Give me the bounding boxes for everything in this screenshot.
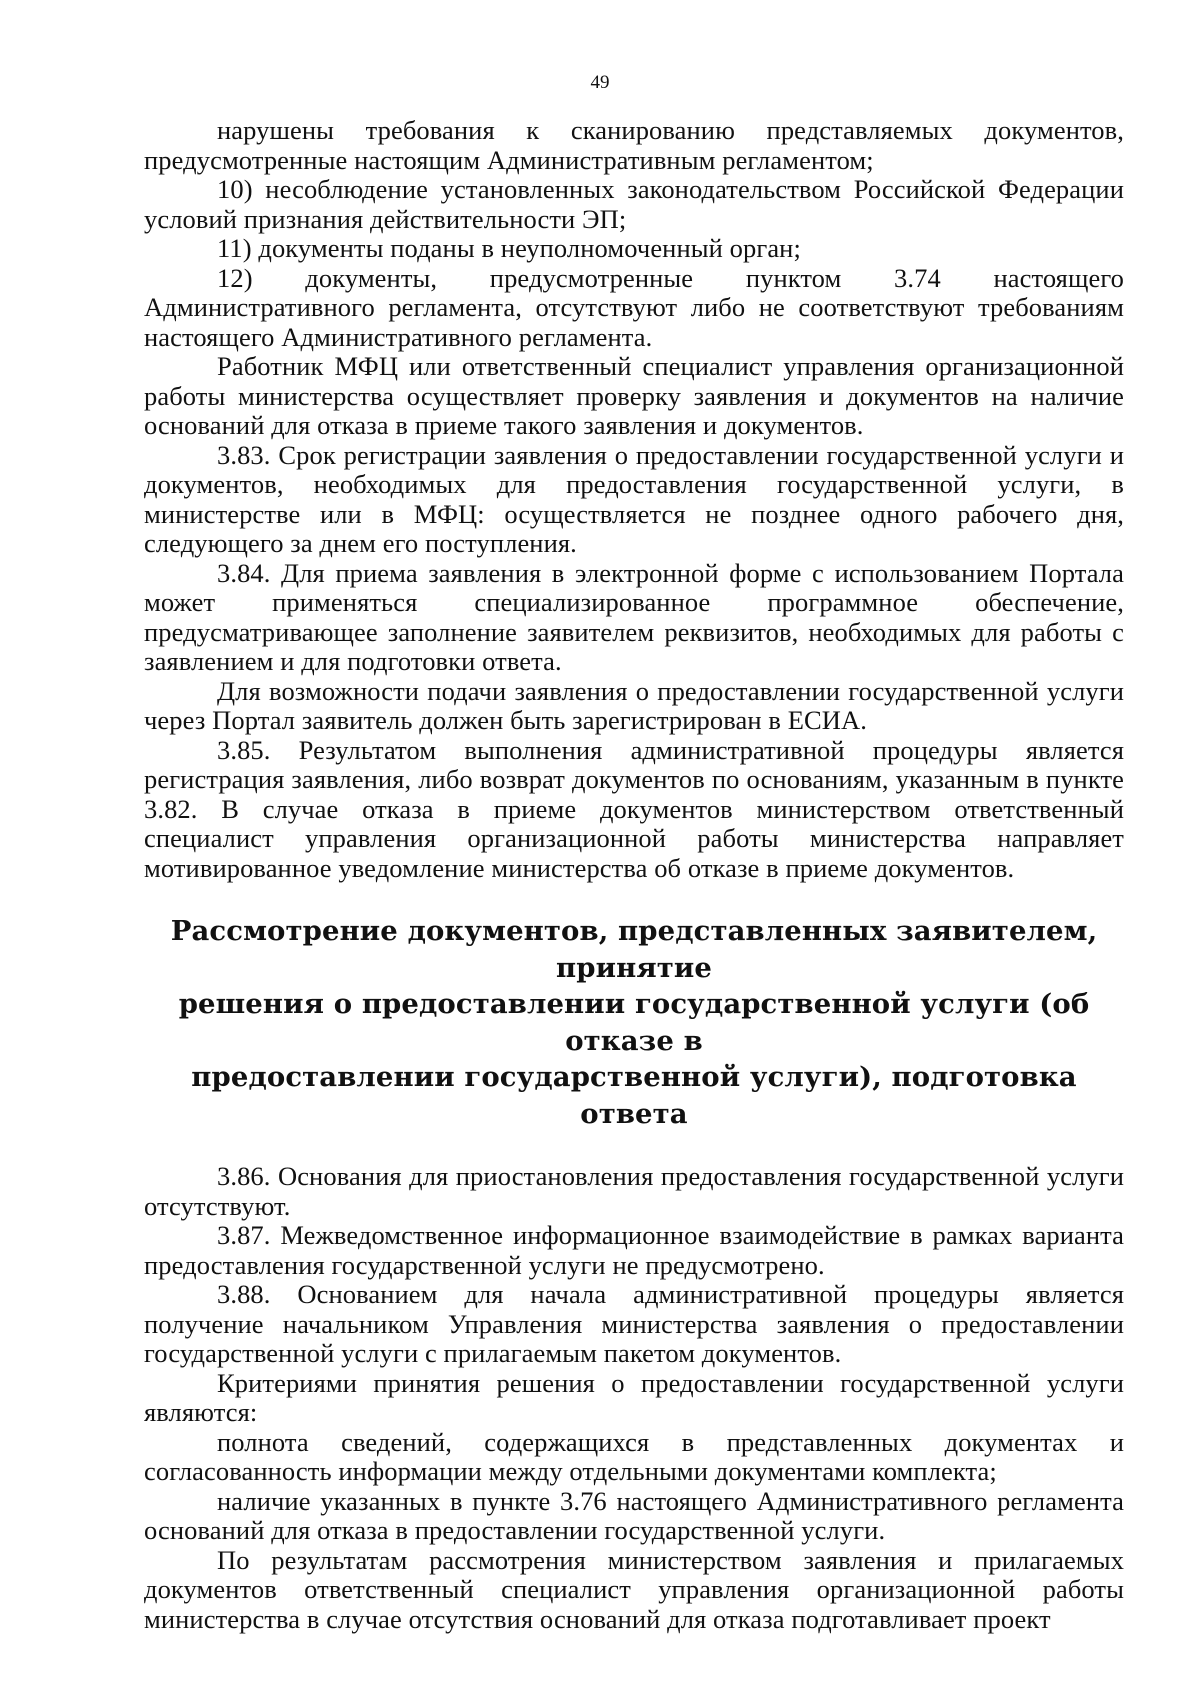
paragraph-decision-criteria: Критериями принятия решения о предоставлении государственной услуги являются: — [144, 1367, 1124, 1427]
paragraph-3-86: 3.86. Основания для приостановления предоставления государственной услуги отсутствуют. — [144, 1161, 1124, 1221]
section-heading — [144, 913, 1124, 1132]
paragraph-3-84: 3.84. Для приема заявления в электронной форме с использованием Портала может применяться специализированное программное обеспечение, предусматривающее заполнение заявителем реквизитов, необходимых для работы с заявлением и для подготовки ответа. — [144, 557, 1124, 676]
paragraph-3-85: 3.85. Результатом выполнения административной процедуры является регистрация заявления, либо возврат документов по основаниям, указанным в пункте 3.82. В случае отказа в приеме документов министерством ответственный специалист управления организационной работы министерства направляет мотивированное уведомление министерства об отказе в приеме документов. — [144, 734, 1124, 883]
paragraph-item-11: 11) документы поданы в неуполномоченный орган; — [217, 233, 801, 263]
paragraph-scan-requirements: нарушены требования к сканированию представляемых документов, предусмотренные настоящим Административным регламентом; — [144, 115, 1124, 175]
paragraph-review-results: По результатам рассмотрения министерством заявления и прилагаемых документов ответственный специалист управления организационной работы министерства в случае отсутствия оснований для отказа подготавливает проект — [144, 1544, 1124, 1634]
section-heading-line-3: предоставлении государственной услуги), подготовка ответа — [191, 1061, 1077, 1130]
paragraph-item-10: 10) несоблюдение установленных законодательством Российской Федерации условий признания действительности ЭП; — [144, 174, 1124, 234]
section-heading-line-1: Рассмотрение документов, представленных заявителем, принятие — [170, 915, 1098, 984]
paragraph-3-88: 3.88. Основанием для начала административной процедуры является получение начальником Управления министерства заявления о предоставлении государственной услуги с прилагаемым пакетом документов. — [144, 1279, 1124, 1368]
paragraph-criterion-completeness: полнота сведений, содержащихся в представленных документах и согласованность информации между отдельными документами комплекта; — [144, 1426, 1124, 1486]
paragraph-criterion-grounds: наличие указанных в пункте 3.76 настоящего Административного регламента оснований для отказа в предоставлении государственной услуги. — [144, 1485, 1124, 1545]
paragraph-3-83: 3.83. Срок регистрации заявления о предоставлении государственной услуги и документов, необходимых для предоставления государственной услуги, в министерстве или в МФЦ: осуществляется не позднее одного рабочего дня, следующего за днем его поступления. — [144, 439, 1124, 558]
page-number: 49 — [590, 72, 610, 93]
paragraph-esia-registration: Для возможности подачи заявления о предоставлении государственной услуги через Портал заявитель должен быть зарегистрирован в ЕСИА. — [144, 675, 1124, 735]
paragraph-mfc-check: Работник МФЦ или ответственный специалист управления организационной работы министерства осуществляет проверку заявления и документов на наличие оснований для отказа в приеме такого заявления и документов. — [144, 351, 1124, 440]
paragraph-item-12: 12) документы, предусмотренные пунктом 3.74 настоящего Административного регламента, отсутствуют либо не соответствуют требованиям настоящего Административного регламента. — [144, 262, 1124, 352]
section-heading-line-2: решения о предоставлении государственной услуги (об отказе в — [178, 988, 1090, 1057]
document-body — [144, 116, 1124, 1634]
paragraph-3-87: 3.87. Межведомственное информационное взаимодействие в рамках варианта предоставления государственной услуги не предусмотрено. — [144, 1220, 1124, 1280]
